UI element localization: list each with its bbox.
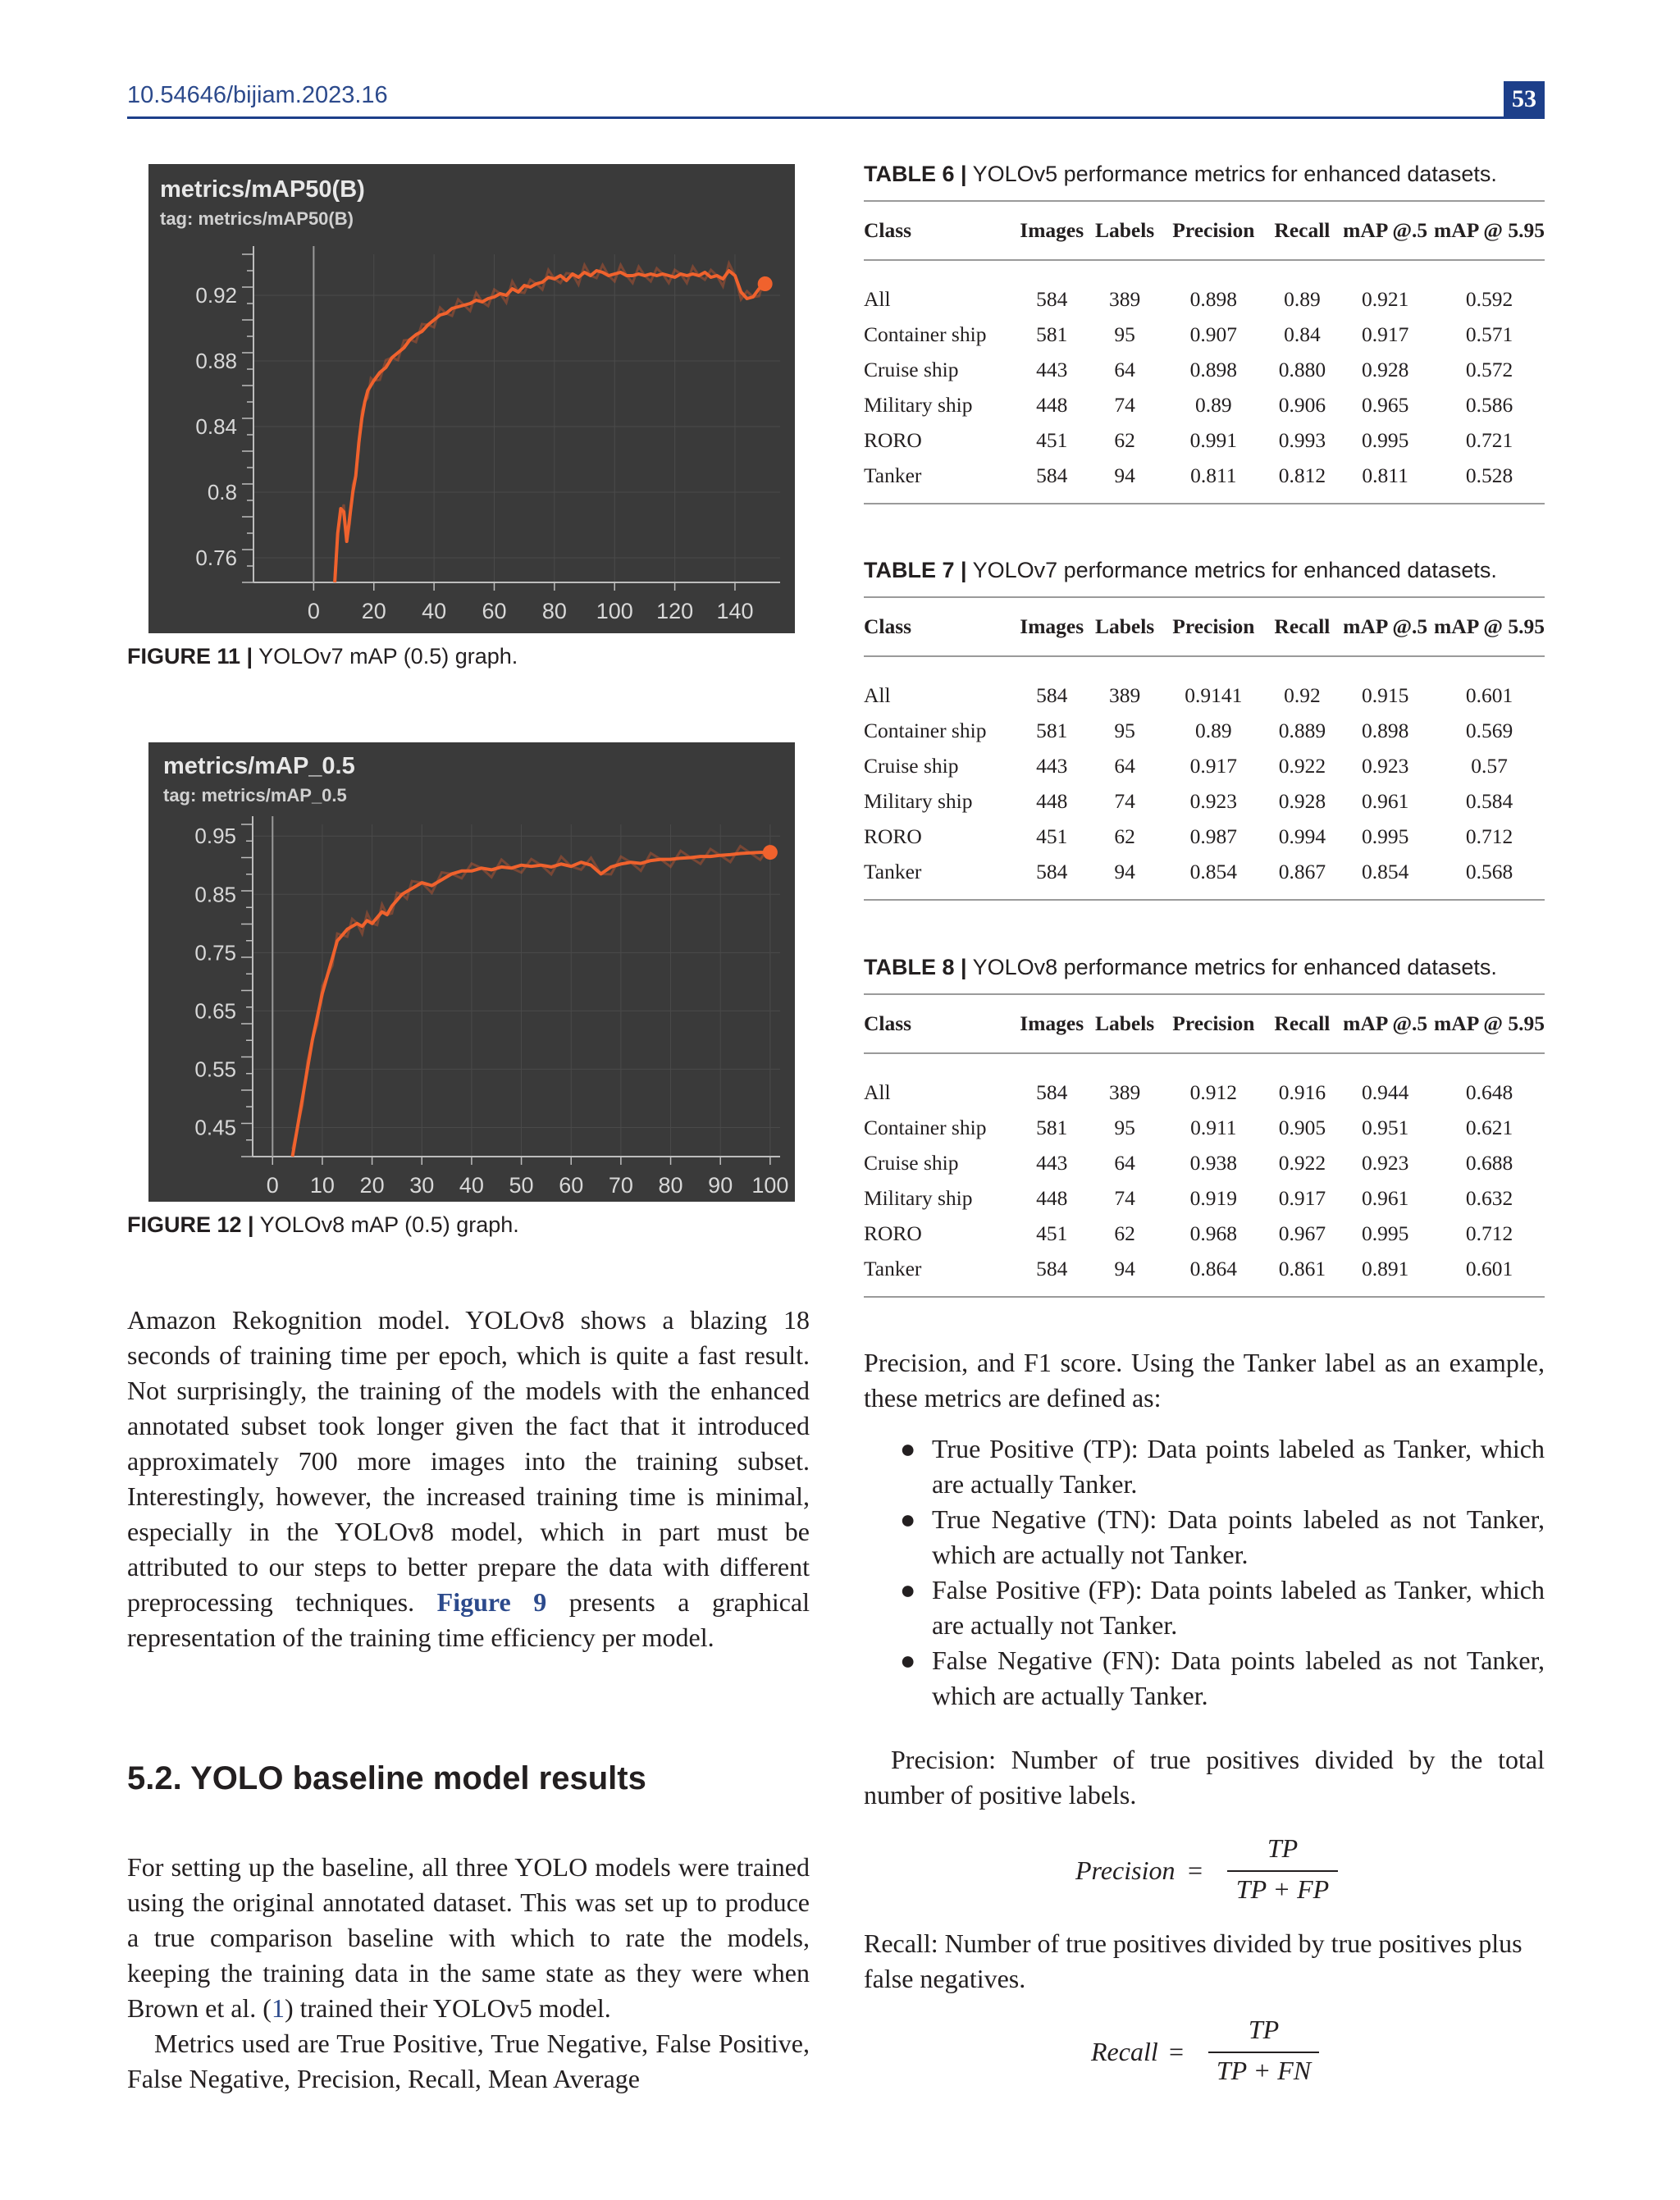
- table-row: [864, 713, 1545, 748]
- table-cell: 0.995: [1361, 1221, 1409, 1245]
- table-row: [864, 819, 1545, 854]
- list-item: ● False Negative (FN): Data points labeled as not Tanker, which are actually Tanker.: [900, 1645, 1545, 1710]
- table-cell: 584: [1036, 682, 1068, 707]
- recall-definition: Recall: Number of true positives divided by true positives plus false negatives.: [864, 1928, 1522, 1993]
- caption-label: FIGURE 11 |: [127, 644, 253, 669]
- x-tick-label: 50: [509, 1173, 534, 1198]
- column-header: mAP @ 5.95: [1434, 201, 1545, 260]
- table-cell: 584: [1036, 1079, 1068, 1104]
- para1-text-b: presents a graphical representation of the training time efficiency per model.: [127, 1587, 810, 1652]
- table-cell: 0.621: [1465, 1115, 1513, 1139]
- table-cell: 0.987: [1189, 824, 1238, 848]
- header-rule: [127, 116, 1545, 119]
- y-tick-label: 0.45: [194, 1115, 236, 1140]
- figure12-caption: [127, 1212, 519, 1238]
- table-cell: 0.811: [1159, 458, 1267, 504]
- bullet-text: False Positive (FP): Data points labeled as Tanker, which are actually not Tanker.: [932, 1575, 1545, 1640]
- table-cell: 0.923: [1189, 788, 1238, 813]
- table-row: [864, 317, 1545, 352]
- fraction-bar: [1227, 1870, 1338, 1872]
- series-end-marker: [763, 845, 778, 860]
- table-cell: 95: [1114, 718, 1135, 742]
- table7-caption: [864, 558, 1497, 583]
- y-tick-label: 0.85: [194, 882, 236, 907]
- chart-title: metrics/mAP50(B): [160, 176, 365, 203]
- bullet-text: False Negative (FN): Data points labeled as not Tanker, which are actually Tanker.: [932, 1645, 1545, 1710]
- table-cell: 443: [1036, 1150, 1068, 1175]
- x-tick-label: 80: [541, 599, 567, 623]
- table-cell: 0.84: [1284, 322, 1321, 346]
- table-cell: 0.891: [1336, 1251, 1434, 1297]
- table-cell: 389: [1108, 1079, 1141, 1104]
- table-cell: 0.921: [1361, 286, 1409, 311]
- table-cell: 74: [1114, 1185, 1135, 1210]
- table-cell: 443: [1036, 753, 1068, 778]
- table-cell: 0.917: [1278, 1185, 1326, 1210]
- table-cell: 584: [1013, 1251, 1090, 1297]
- table-cell: 0.569: [1465, 718, 1513, 742]
- column-header: Precision: [1159, 597, 1267, 656]
- y-tick-label: 0.75: [194, 940, 236, 965]
- x-tick-label: 20: [359, 1173, 385, 1198]
- table-cell: Cruise ship: [864, 1150, 959, 1175]
- table-cell: 94: [1090, 854, 1159, 900]
- figure9-link[interactable]: Figure 9: [436, 1587, 547, 1617]
- column-header: mAP @ 5.95: [1434, 597, 1545, 656]
- table-cell: 0.994: [1278, 824, 1326, 848]
- series-end-marker: [758, 276, 773, 291]
- table-cell: All: [864, 286, 891, 311]
- x-tick-label: 10: [309, 1173, 335, 1198]
- x-tick-label: 100: [596, 599, 633, 623]
- table-cell: 389: [1108, 682, 1141, 707]
- x-tick-label: 60: [482, 599, 507, 623]
- table-cell: 0.57: [1471, 753, 1508, 778]
- figure11-caption: [127, 644, 518, 669]
- table-cell: Tanker: [864, 1251, 1013, 1297]
- table-cell: 0.961: [1361, 1185, 1409, 1210]
- table-cell: 0.995: [1361, 824, 1409, 848]
- table-cell: 94: [1090, 1251, 1159, 1297]
- table-cell: 0.889: [1278, 718, 1326, 742]
- column-header: mAP @.5: [1336, 201, 1434, 260]
- table-cell: RORO: [864, 1221, 922, 1245]
- section-heading: 5.2. YOLO baseline model results: [127, 1760, 646, 1796]
- x-tick-label: 40: [422, 599, 447, 623]
- table-row: [864, 748, 1545, 783]
- y-tick-label: 0.95: [194, 824, 236, 849]
- table-cell: 0.854: [1159, 854, 1267, 900]
- table-cell: 0.916: [1278, 1079, 1326, 1104]
- y-tick-label: 0.88: [195, 349, 237, 373]
- eq-denominator: TP + FN: [1216, 2056, 1312, 2085]
- table-cell: Container ship: [864, 322, 987, 346]
- column-header: Labels: [1090, 201, 1159, 260]
- table7: [864, 596, 1545, 901]
- table-cell: Military ship: [864, 788, 973, 813]
- table-cell: Military ship: [864, 392, 973, 417]
- table-cell: 584: [1013, 458, 1090, 504]
- table-cell: 0.721: [1465, 427, 1513, 452]
- table-cell: 448: [1036, 1185, 1068, 1210]
- table-cell: 0.89: [1195, 718, 1232, 742]
- chart-tag: tag: metrics/mAP_0.5: [163, 785, 347, 806]
- list-item: ● True Positive (TP): Data points labeled as Tanker, which are actually Tanker.: [900, 1434, 1545, 1499]
- table-cell: 0.864: [1159, 1251, 1267, 1297]
- y-tick-label: 0.92: [195, 283, 237, 308]
- table-cell: 0.928: [1361, 357, 1409, 381]
- list-item: ● False Positive (FP): Data points labeled as Tanker, which are actually not Tanker.: [900, 1575, 1545, 1640]
- table-title: YOLOv5 performance metrics for enhanced datasets.: [966, 162, 1497, 186]
- recall-equation: [864, 2015, 1545, 2105]
- table8: [864, 993, 1545, 1298]
- para2-text-b: ) trained their YOLOv5 model.: [284, 1993, 611, 2023]
- table-cell: 0.601: [1434, 1251, 1545, 1297]
- table-cell: 0.812: [1268, 458, 1337, 504]
- x-tick-label: 80: [658, 1173, 683, 1198]
- table-cell: Container ship: [864, 718, 987, 742]
- table-cell: 0.592: [1465, 286, 1513, 311]
- eq-lhs: Recall: [1091, 2037, 1158, 2066]
- table-cell: Military ship: [864, 1185, 973, 1210]
- table6: [864, 200, 1545, 504]
- table-cell: 448: [1036, 788, 1068, 813]
- table-cell: 581: [1036, 718, 1068, 742]
- table-cell: 0.961: [1361, 788, 1409, 813]
- table-label: TABLE 7 |: [864, 558, 967, 582]
- precision-equation: [864, 1833, 1545, 1924]
- table-row: [864, 656, 1545, 713]
- column-header: Precision: [1159, 201, 1267, 260]
- table-cell: 0.89: [1195, 392, 1232, 417]
- left-paragraph-2: [127, 1850, 810, 2097]
- metric-definitions: [900, 1431, 1545, 1714]
- table-cell: 0.922: [1278, 753, 1326, 778]
- table-header-row: [864, 201, 1545, 260]
- table-cell: 0.880: [1278, 357, 1326, 381]
- table-cell: 0.898: [1189, 357, 1238, 381]
- table-cell: 0.915: [1361, 682, 1409, 707]
- table-cell: 64: [1114, 357, 1135, 381]
- x-tick-label: 90: [708, 1173, 733, 1198]
- column-header: mAP @.5: [1336, 994, 1434, 1053]
- column-header: Images: [1013, 994, 1090, 1053]
- column-header: Images: [1013, 597, 1090, 656]
- table-cell: 584: [1036, 286, 1068, 311]
- table-cell: 64: [1114, 1150, 1135, 1175]
- series-raw-line: [293, 845, 770, 1149]
- series-line: [293, 852, 770, 1157]
- x-tick-label: 60: [559, 1173, 584, 1198]
- column-header: Class: [864, 201, 1013, 260]
- table-cell: All: [864, 1079, 891, 1104]
- bullet-text: True Negative (TN): Data points labeled as not Tanker, which are actually not Tanker.: [932, 1504, 1545, 1569]
- table-cell: 0.995: [1361, 427, 1409, 452]
- table-cell: Cruise ship: [864, 753, 959, 778]
- table-row: [864, 854, 1545, 900]
- x-tick-label: 0: [266, 1173, 279, 1198]
- table-cell: 443: [1036, 357, 1068, 381]
- table-row: [864, 352, 1545, 387]
- table-row: [864, 387, 1545, 422]
- reference-link[interactable]: 1: [271, 1993, 285, 2023]
- table-cell: 451: [1036, 824, 1068, 848]
- x-tick-label: 120: [656, 599, 694, 623]
- table-cell: 0.632: [1465, 1185, 1513, 1210]
- eq-sign: =: [1188, 1855, 1203, 1885]
- table-cell: 0.528: [1434, 458, 1545, 504]
- table-cell: 448: [1036, 392, 1068, 417]
- table-cell: 0.905: [1278, 1115, 1326, 1139]
- table-cell: RORO: [864, 427, 922, 452]
- para2-text-a: For setting up the baseline, all three YOLO models were trained using the original annotated dataset. This was set up to produce a true comparison baseline with which to rate the models, keeping the training data in the same state as they were when Brown et al. (: [127, 1852, 810, 2023]
- right-intro: Precision, and F1 score. Using the Tanker label as an example, these metrics are defined as:: [864, 1348, 1545, 1413]
- column-header: Labels: [1090, 994, 1159, 1053]
- table-row: [864, 1053, 1545, 1110]
- column-header: mAP @.5: [1336, 597, 1434, 656]
- x-tick-label: 20: [361, 599, 386, 623]
- caption-text: YOLOv7 mAP (0.5) graph.: [253, 644, 518, 669]
- table-cell: 62: [1114, 1221, 1135, 1245]
- series-raw-line: [335, 263, 765, 575]
- table-cell: 0.568: [1434, 854, 1545, 900]
- table-cell: 74: [1114, 392, 1135, 417]
- table-row: [864, 783, 1545, 819]
- table-cell: 0.584: [1465, 788, 1513, 813]
- x-tick-label: 70: [608, 1173, 633, 1198]
- table-cell: 0.923: [1361, 753, 1409, 778]
- table-cell: 64: [1114, 753, 1135, 778]
- table-cell: 0.911: [1190, 1115, 1237, 1139]
- table-cell: 0.712: [1465, 1221, 1513, 1245]
- table-row: [864, 1251, 1545, 1297]
- table-cell: 94: [1090, 458, 1159, 504]
- table-cell: 0.993: [1278, 427, 1326, 452]
- y-tick-label: 0.55: [194, 1057, 236, 1082]
- chart-title: metrics/mAP_0.5: [163, 753, 355, 779]
- table-cell: 0.688: [1465, 1150, 1513, 1175]
- column-header: Recall: [1268, 994, 1337, 1053]
- column-header: mAP @ 5.95: [1434, 994, 1545, 1053]
- table-label: TABLE 8 |: [864, 955, 967, 979]
- table-cell: Tanker: [864, 854, 1013, 900]
- table-cell: 0.951: [1361, 1115, 1409, 1139]
- eq-denominator: TP + FP: [1235, 1874, 1330, 1904]
- table-cell: 0.917: [1189, 753, 1238, 778]
- table-cell: 0.854: [1336, 854, 1434, 900]
- column-header: Images: [1013, 201, 1090, 260]
- eq-sign: =: [1169, 2037, 1185, 2066]
- table-cell: 389: [1108, 286, 1141, 311]
- y-tick-label: 0.8: [207, 480, 237, 504]
- x-tick-label: 140: [716, 599, 754, 623]
- table-cell: 0.601: [1465, 682, 1513, 707]
- table-cell: 451: [1036, 427, 1068, 452]
- x-tick-label: 30: [409, 1173, 435, 1198]
- table-cell: 0.92: [1284, 682, 1321, 707]
- column-header: Class: [864, 994, 1013, 1053]
- table-cell: 0.906: [1278, 392, 1326, 417]
- table-cell: 74: [1114, 788, 1135, 813]
- figure12-chart: [148, 742, 795, 1202]
- eq-numerator: TP: [1248, 2015, 1280, 2044]
- table-cell: 95: [1114, 322, 1135, 346]
- figure11-svg: [148, 164, 795, 633]
- fraction-bar: [1208, 2052, 1319, 2053]
- table-cell: 581: [1036, 322, 1068, 346]
- table-cell: 0.912: [1189, 1079, 1238, 1104]
- table-cell: 0.968: [1189, 1221, 1238, 1245]
- para3-text: Metrics used are True Positive, True Negative, False Positive, False Negative, Precision, Recall, Mean Average: [127, 2029, 810, 2093]
- x-tick-label: 100: [751, 1173, 789, 1198]
- y-tick-label: 0.65: [194, 998, 236, 1024]
- table-cell: 0.917: [1361, 322, 1409, 346]
- caption-label: FIGURE 12 |: [127, 1212, 254, 1237]
- precision-definition: Precision: Number of true positives divided by the total number of positive labels.: [864, 1745, 1545, 1810]
- eq-lhs: Precision: [1075, 1855, 1176, 1885]
- eq-numerator: TP: [1267, 1833, 1299, 1863]
- table-cell: 0.89: [1284, 286, 1321, 311]
- table-title: YOLOv7 performance metrics for enhanced datasets.: [966, 558, 1497, 582]
- table-row: [864, 1110, 1545, 1145]
- table-cell: 0.811: [1336, 458, 1434, 504]
- table-cell: 95: [1114, 1115, 1135, 1139]
- table-row: [864, 260, 1545, 317]
- table-cell: 0.991: [1189, 427, 1238, 452]
- table-cell: 0.861: [1268, 1251, 1337, 1297]
- table-header-row: [864, 994, 1545, 1053]
- table-row: [864, 1216, 1545, 1251]
- table-cell: 584: [1013, 854, 1090, 900]
- table-row: [864, 1145, 1545, 1180]
- table-title: YOLOv8 performance metrics for enhanced datasets.: [966, 955, 1497, 979]
- figure11-chart: [148, 164, 795, 633]
- table-cell: 62: [1114, 824, 1135, 848]
- table-cell: 0.928: [1278, 788, 1326, 813]
- table-header-row: [864, 597, 1545, 656]
- table8-caption: [864, 955, 1497, 980]
- left-paragraph-1: [127, 1303, 810, 1655]
- table-cell: 0.712: [1465, 824, 1513, 848]
- table-cell: 0.919: [1189, 1185, 1238, 1210]
- table-cell: 0.9141: [1185, 682, 1243, 707]
- table-cell: 0.907: [1189, 322, 1238, 346]
- x-tick-label: 40: [459, 1173, 484, 1198]
- para1-text-a: Amazon Rekognition model. YOLOv8 shows a blazing 18 seconds of training time per epoch, which is quite a fast result. Not surprisingly, the training of the models with the enhanced annotated subset took longer given the fact that it introduced approximately 700 more images into the training subset. Interestingly, however, the increased training time is minimal, especially in the YOLOv8 model, which in part must be attributed to our steps to better prepare the data with different preprocessing techniques.: [127, 1305, 810, 1617]
- table-cell: 0.571: [1465, 322, 1513, 346]
- y-tick-label: 0.84: [195, 414, 237, 439]
- table-cell: 0.923: [1361, 1150, 1409, 1175]
- caption-text: YOLOv8 mAP (0.5) graph.: [253, 1212, 519, 1237]
- table-cell: RORO: [864, 824, 922, 848]
- table-cell: 0.648: [1465, 1079, 1513, 1104]
- table-cell: 0.922: [1278, 1150, 1326, 1175]
- column-header: Class: [864, 597, 1013, 656]
- table-cell: 0.898: [1189, 286, 1238, 311]
- table-cell: 0.944: [1361, 1079, 1409, 1104]
- table-cell: Cruise ship: [864, 357, 959, 381]
- column-header: Recall: [1268, 201, 1337, 260]
- y-tick-label: 0.76: [195, 545, 237, 570]
- table-cell: Tanker: [864, 458, 1013, 504]
- column-header: Recall: [1268, 597, 1337, 656]
- bullet-text: True Positive (TP): Data points labeled as Tanker, which are actually Tanker.: [932, 1434, 1545, 1499]
- table-label: TABLE 6 |: [864, 162, 967, 186]
- table-cell: 451: [1036, 1221, 1068, 1245]
- table-cell: 0.938: [1189, 1150, 1238, 1175]
- table-cell: 0.898: [1361, 718, 1409, 742]
- page-number: 53: [1504, 81, 1545, 116]
- column-header: Labels: [1090, 597, 1159, 656]
- table-cell: Container ship: [864, 1115, 987, 1139]
- table-cell: 0.967: [1278, 1221, 1326, 1245]
- x-tick-label: 0: [307, 599, 320, 623]
- table-cell: 0.572: [1465, 357, 1513, 381]
- table-cell: All: [864, 682, 891, 707]
- column-header: Precision: [1159, 994, 1267, 1053]
- table-cell: 0.965: [1361, 392, 1409, 417]
- table-row: [864, 422, 1545, 458]
- table6-caption: [864, 162, 1497, 187]
- list-item: ● True Negative (TN): Data points labeled as not Tanker, which are actually not Tanker.: [900, 1504, 1545, 1569]
- chart-tag: tag: metrics/mAP50(B): [160, 208, 354, 229]
- figure12-svg: [148, 742, 795, 1202]
- table-cell: 0.586: [1465, 392, 1513, 417]
- table-row: [864, 458, 1545, 504]
- table-cell: 0.867: [1268, 854, 1337, 900]
- table-cell: 581: [1036, 1115, 1068, 1139]
- table-cell: 62: [1114, 427, 1135, 452]
- table-row: [864, 1180, 1545, 1216]
- doi-link[interactable]: 10.54646/bijiam.2023.16: [127, 82, 388, 108]
